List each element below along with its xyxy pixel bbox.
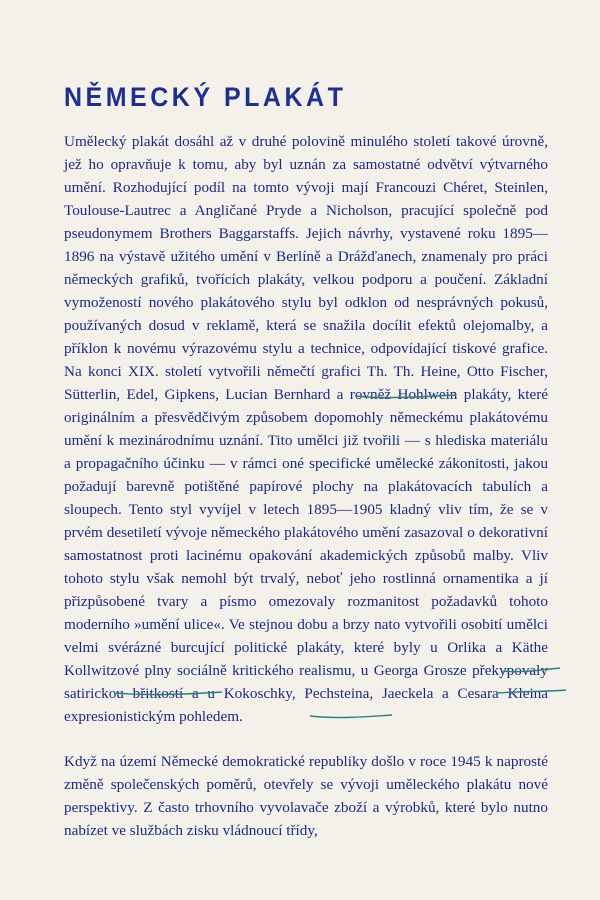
- page-title: NĚMECKÝ PLAKÁT: [64, 82, 347, 113]
- paragraph-1: Umělecký plakát dosáhl až v druhé polovině minulého století takové úrovně, jež ho opravňuje k tomu, aby byl uznán za samostatné odvětví výtvarného umění. Rozhodující podíl na tomto vývoji mají Francouzi Chéret, Steinlen, Toulouse-Lautrec a Angličané Pryde a Nicholson, pracující společně pod pseudonymem Brothers Baggarstaffs. Jejich návrhy, vystavené roku 1895—1896 na výstavě užitého umění v Berlíně a Drážďanech, znamenaly pro práci německých grafiků, tvořících plakáty, velkou podporu a poučení. Základní vymožeností nového plakátového stylu byl odklon od nesprávných pokusů, používaných dosud v reklamě, která se snažila docílit efektů olejomalby, a příklon k novému výrazovému stylu a technice, odpovídající tiskové grafice. Na konci XIX. století vytvořili němečtí grafici Th. Th. Heine, Otto Fischer, Sütterlin, Edel, Gipkens, Lucian Bernhard a rovněž Hohlwein plakáty, které originálním a přesvědčivým způsobem dopomohly německému plakátovému umění k mezinárodnímu uznání. Tito umělci již tvořili — s hlediska materiálu a propagačního účinku — v rámci oné specifické umělecké zákonitosti, jakou požadují barevně potištěné papírové plochy na plakátovacích tabulích a sloupech. Tento styl vyvíjel v letech 1895—1905 kladný vliv tím, že se v prvém desetiletí vývoje německého plakátového umění zasazoval o dekorativní samostatnost proti lacinému opakování akademických způsobů malby. Vliv tohoto stylu však nemohl být trvalý, neboť jeho rostlinná ornamentika a jí přizpůsobené tvary a písmo omezovaly rozmanitost požadavků tohoto moderního »umění ulice«. Ve stejnou dobu a brzy nato vytvořili osobití umělci velmi svérázné burcující politické plakáty, které byly u Orlika a Käthe Kollwitzové plny sociálně kritického realismu, u Georga Grosze překypovaly satirickou břitkostí a u Kokoschky, Pechsteina, Jaeckela a Cesara Kleina expresionistickým pohledem.: [64, 133, 548, 725]
- article-body: [64, 130, 548, 842]
- paragraph-2: Když na území Německé demokratické republiky došlo v roce 1945 k naprosté změně společenských poměrů, otevřely se vývoji uměleckého plakátu nové perspektivy. Z často trhovního vyvolavače zboží a výrobků, které bylo nutno nabízet ve službách zisku vládnoucí třídy,: [64, 753, 548, 839]
